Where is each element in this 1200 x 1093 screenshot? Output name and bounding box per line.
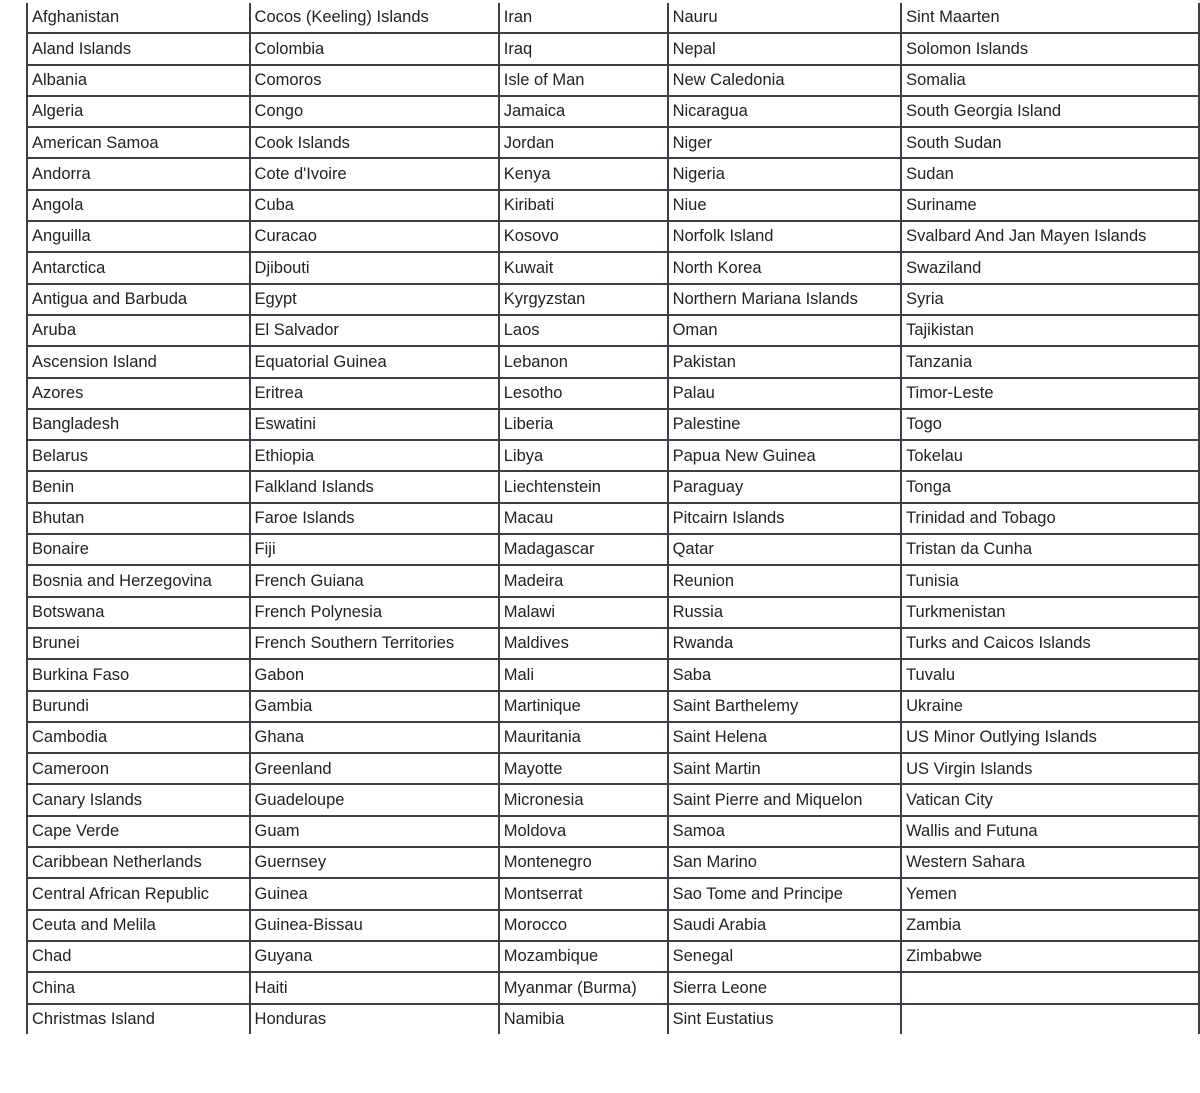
country-cell: Myanmar (Burma) [499, 972, 668, 1003]
country-cell: French Guiana [250, 565, 499, 596]
country-cell: Niue [668, 190, 902, 221]
country-cell: Caribbean Netherlands [27, 847, 250, 878]
country-cell: Egypt [250, 284, 499, 315]
country-cell: Moldova [499, 816, 668, 847]
country-cell: Afghanistan [27, 3, 250, 33]
table-row [27, 221, 1199, 252]
country-cell: Iraq [499, 33, 668, 64]
country-cell: Tonga [901, 471, 1199, 502]
country-cell: Zambia [901, 910, 1199, 941]
country-cell: Ukraine [901, 691, 1199, 722]
country-cell: Saint Barthelemy [668, 691, 902, 722]
country-cell: Oman [668, 315, 902, 346]
country-cell: Cambodia [27, 722, 250, 753]
country-cell: Libya [499, 440, 668, 471]
country-cell: Svalbard And Jan Mayen Islands [901, 221, 1199, 252]
country-cell: Ascension Island [27, 346, 250, 377]
table-row [27, 96, 1199, 127]
country-cell: Equatorial Guinea [250, 346, 499, 377]
country-cell: American Samoa [27, 127, 250, 158]
country-cell: Macau [499, 503, 668, 534]
country-cell: Papua New Guinea [668, 440, 902, 471]
country-cell: Maldives [499, 628, 668, 659]
table-row [27, 127, 1199, 158]
country-cell: Swaziland [901, 252, 1199, 283]
country-cell: Qatar [668, 534, 902, 565]
country-cell: Burundi [27, 691, 250, 722]
country-cell: Tanzania [901, 346, 1199, 377]
table-row [27, 284, 1199, 315]
table-row [27, 659, 1199, 690]
table-row [27, 534, 1199, 565]
country-cell: Curacao [250, 221, 499, 252]
country-cell: Kyrgyzstan [499, 284, 668, 315]
country-cell: North Korea [668, 252, 902, 283]
country-cell: Liechtenstein [499, 471, 668, 502]
table-row [27, 722, 1199, 753]
country-cell: Malawi [499, 597, 668, 628]
country-cell: Kenya [499, 158, 668, 189]
country-cell: Lesotho [499, 378, 668, 409]
country-cell: Bhutan [27, 503, 250, 534]
country-cell: Bonaire [27, 534, 250, 565]
country-cell: Suriname [901, 190, 1199, 221]
country-cell: Laos [499, 315, 668, 346]
country-cell: Lebanon [499, 346, 668, 377]
country-cell: Samoa [668, 816, 902, 847]
table-row [27, 440, 1199, 471]
country-cell: Micronesia [499, 784, 668, 815]
country-cell: San Marino [668, 847, 902, 878]
country-cell: US Virgin Islands [901, 753, 1199, 784]
country-cell: Turkmenistan [901, 597, 1199, 628]
country-cell: French Southern Territories [250, 628, 499, 659]
table-row [27, 315, 1199, 346]
country-cell: Cape Verde [27, 816, 250, 847]
country-cell: Palau [668, 378, 902, 409]
table-row [27, 190, 1199, 221]
country-cell: Mauritania [499, 722, 668, 753]
country-cell: US Minor Outlying Islands [901, 722, 1199, 753]
table-row [27, 847, 1199, 878]
table-row [27, 565, 1199, 596]
country-cell: Western Sahara [901, 847, 1199, 878]
table-row [27, 158, 1199, 189]
country-cell: Trinidad and Tobago [901, 503, 1199, 534]
country-cell: Central African Republic [27, 878, 250, 909]
country-cell: Rwanda [668, 628, 902, 659]
country-cell: Botswana [27, 597, 250, 628]
country-cell: China [27, 972, 250, 1003]
country-cell: Brunei [27, 628, 250, 659]
table-row [27, 346, 1199, 377]
country-cell: Gambia [250, 691, 499, 722]
country-cell: Sierra Leone [668, 972, 902, 1003]
country-cell: Angola [27, 190, 250, 221]
country-cell: Christmas Island [27, 1004, 250, 1034]
country-cell: Guadeloupe [250, 784, 499, 815]
country-cell: Canary Islands [27, 784, 250, 815]
country-cell: Haiti [250, 972, 499, 1003]
country-cell: Sint Eustatius [668, 1004, 902, 1034]
country-cell: Russia [668, 597, 902, 628]
country-cell: Mozambique [499, 941, 668, 972]
country-cell: Madeira [499, 565, 668, 596]
table-row [27, 33, 1199, 64]
country-cell: Guam [250, 816, 499, 847]
country-cell: Pakistan [668, 346, 902, 377]
country-cell: Ethiopia [250, 440, 499, 471]
country-cell: Nigeria [668, 158, 902, 189]
table-row [27, 471, 1199, 502]
country-cell: Sudan [901, 158, 1199, 189]
country-cell [901, 972, 1199, 1003]
country-cell: Nicaragua [668, 96, 902, 127]
country-table [26, 3, 1200, 1034]
country-cell: Djibouti [250, 252, 499, 283]
country-cell: Iran [499, 3, 668, 33]
country-cell: Togo [901, 409, 1199, 440]
country-cell: Saint Martin [668, 753, 902, 784]
country-cell: Yemen [901, 878, 1199, 909]
country-cell [901, 1004, 1199, 1034]
country-cell: Congo [250, 96, 499, 127]
table-row [27, 784, 1199, 815]
country-cell: Jordan [499, 127, 668, 158]
country-cell: Fiji [250, 534, 499, 565]
table-row [27, 378, 1199, 409]
country-cell: Mali [499, 659, 668, 690]
country-cell: Ghana [250, 722, 499, 753]
country-cell: Guinea-Bissau [250, 910, 499, 941]
country-cell: New Caledonia [668, 65, 902, 96]
table-row [27, 252, 1199, 283]
country-cell: Gabon [250, 659, 499, 690]
table-row [27, 597, 1199, 628]
country-cell: Cook Islands [250, 127, 499, 158]
country-cell: Colombia [250, 33, 499, 64]
country-cell: Niger [668, 127, 902, 158]
country-cell: South Sudan [901, 127, 1199, 158]
table-row [27, 628, 1199, 659]
country-cell: Tunisia [901, 565, 1199, 596]
country-cell: Somalia [901, 65, 1199, 96]
country-cell: Sint Maarten [901, 3, 1199, 33]
country-cell: Falkland Islands [250, 471, 499, 502]
country-cell: Guernsey [250, 847, 499, 878]
country-cell: Cameroon [27, 753, 250, 784]
table-row [27, 3, 1199, 33]
country-cell: Kosovo [499, 221, 668, 252]
country-cell: Mayotte [499, 753, 668, 784]
country-cell: Nauru [668, 3, 902, 33]
country-cell: Comoros [250, 65, 499, 96]
country-cell: Cocos (Keeling) Islands [250, 3, 499, 33]
country-cell: Saba [668, 659, 902, 690]
country-cell: Solomon Islands [901, 33, 1199, 64]
table-row [27, 1004, 1199, 1034]
country-cell: Tokelau [901, 440, 1199, 471]
country-cell: Cuba [250, 190, 499, 221]
country-cell: Sao Tome and Principe [668, 878, 902, 909]
country-cell: Saint Pierre and Miquelon [668, 784, 902, 815]
country-cell: Kiribati [499, 190, 668, 221]
country-cell: Andorra [27, 158, 250, 189]
country-cell: Zimbabwe [901, 941, 1199, 972]
country-cell: Syria [901, 284, 1199, 315]
country-cell: Antarctica [27, 252, 250, 283]
country-cell: Aruba [27, 315, 250, 346]
table-row [27, 65, 1199, 96]
table-row [27, 878, 1199, 909]
country-cell: Liberia [499, 409, 668, 440]
country-cell: Eritrea [250, 378, 499, 409]
country-cell: Burkina Faso [27, 659, 250, 690]
country-cell: Morocco [499, 910, 668, 941]
country-cell: Vatican City [901, 784, 1199, 815]
country-cell: Tuvalu [901, 659, 1199, 690]
country-cell: Ceuta and Melila [27, 910, 250, 941]
country-cell: Guyana [250, 941, 499, 972]
country-cell: Martinique [499, 691, 668, 722]
country-cell: Faroe Islands [250, 503, 499, 534]
country-cell: Saint Helena [668, 722, 902, 753]
country-cell: El Salvador [250, 315, 499, 346]
country-cell: Bosnia and Herzegovina [27, 565, 250, 596]
country-cell: Palestine [668, 409, 902, 440]
country-cell: Albania [27, 65, 250, 96]
country-cell: Belarus [27, 440, 250, 471]
country-cell: Paraguay [668, 471, 902, 502]
country-cell: Greenland [250, 753, 499, 784]
table-row [27, 691, 1199, 722]
table-row [27, 910, 1199, 941]
country-cell: Cote d'Ivoire [250, 158, 499, 189]
table-row [27, 409, 1199, 440]
country-cell: Antigua and Barbuda [27, 284, 250, 315]
country-cell: Timor-Leste [901, 378, 1199, 409]
country-cell: Eswatini [250, 409, 499, 440]
country-cell: Senegal [668, 941, 902, 972]
country-cell: Madagascar [499, 534, 668, 565]
country-cell: Montenegro [499, 847, 668, 878]
country-cell: Turks and Caicos Islands [901, 628, 1199, 659]
country-cell: Isle of Man [499, 65, 668, 96]
country-cell: Nepal [668, 33, 902, 64]
table-row [27, 503, 1199, 534]
country-cell: Honduras [250, 1004, 499, 1034]
country-cell: Tristan da Cunha [901, 534, 1199, 565]
country-cell: Bangladesh [27, 409, 250, 440]
country-cell: Pitcairn Islands [668, 503, 902, 534]
country-table-body [27, 3, 1199, 1034]
country-cell: Benin [27, 471, 250, 502]
country-cell: Tajikistan [901, 315, 1199, 346]
country-cell: Montserrat [499, 878, 668, 909]
country-cell: Kuwait [499, 252, 668, 283]
country-cell: Saudi Arabia [668, 910, 902, 941]
country-cell: Namibia [499, 1004, 668, 1034]
table-row [27, 816, 1199, 847]
table-row [27, 941, 1199, 972]
country-cell: Wallis and Futuna [901, 816, 1199, 847]
country-cell: Norfolk Island [668, 221, 902, 252]
country-cell: Northern Mariana Islands [668, 284, 902, 315]
country-cell: Chad [27, 941, 250, 972]
country-cell: Jamaica [499, 96, 668, 127]
country-cell: Anguilla [27, 221, 250, 252]
country-cell: Azores [27, 378, 250, 409]
country-cell: Guinea [250, 878, 499, 909]
table-row [27, 753, 1199, 784]
country-cell: Aland Islands [27, 33, 250, 64]
country-cell: Algeria [27, 96, 250, 127]
country-cell: Reunion [668, 565, 902, 596]
country-cell: French Polynesia [250, 597, 499, 628]
table-row [27, 972, 1199, 1003]
country-cell: South Georgia Island [901, 96, 1199, 127]
